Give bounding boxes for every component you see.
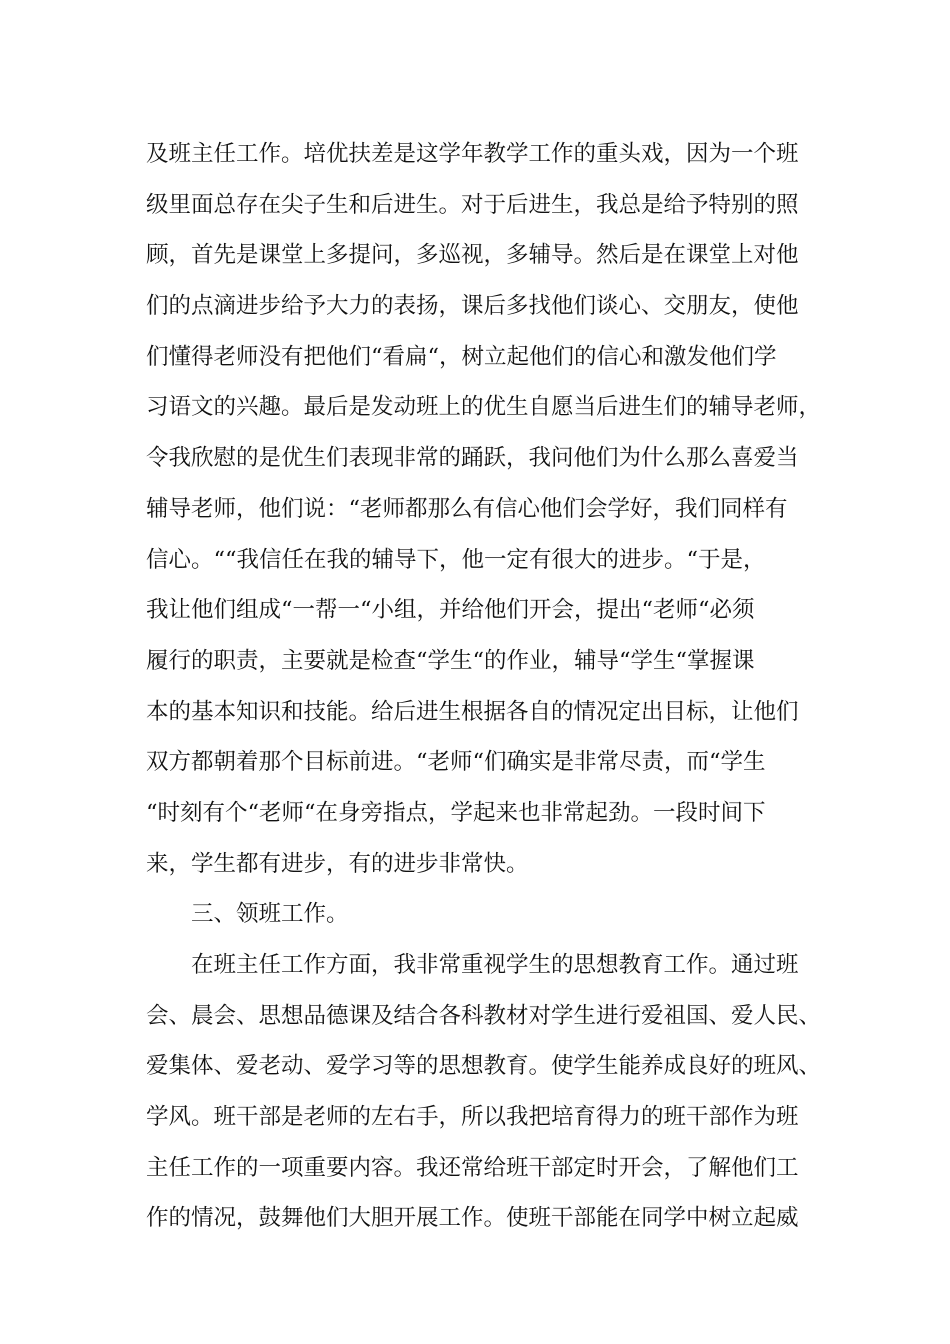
- paragraph-1: [146, 129, 826, 889]
- text-line: “时刻有个“老师“在身旁指点，学起来也非常起劲。一段时间下: [146, 799, 766, 826]
- text-line: 们的点滴进步给予大力的表扬，课后多找他们谈心、交朋友，使他: [146, 293, 799, 320]
- text-line: 本的基本知识和技能。给后进生根据各自的情况定出目标，让他们: [146, 698, 799, 725]
- text-line: 辅导老师，他们说：“老师都那么有信心他们会学好，我们同样有: [146, 495, 788, 522]
- section-heading: [146, 889, 826, 940]
- section-heading-text: 三、领班工作。: [191, 901, 349, 928]
- text-line: 履行的职责，主要就是检查“学生“的作业，辅导“学生“掌握课: [146, 647, 755, 674]
- text-line: 会、晨会、思想品德课及结合各科教材对学生进行爱祖国、爱人民、: [146, 1002, 822, 1029]
- text-line: 在班主任工作方面，我非常重视学生的思想教育工作。通过班: [191, 952, 799, 978]
- text-line: 级里面总存在尖子生和后进生。对于后进生，我总是给予特别的照: [146, 191, 799, 218]
- text-line: 顾，首先是课堂上多提问，多巡视，多辅导。然后是在课堂上对他: [146, 242, 799, 269]
- text-line: 作的情况，鼓舞他们大胆开展工作。使班干部能在同学中树立起威: [146, 1205, 799, 1232]
- text-line: 我让他们组成“一帮一“小组，并给他们开会，提出“老师“必须: [146, 597, 755, 624]
- text-line: 主任工作的一项重要内容。我还常给班干部定时开会，了解他们工: [146, 1154, 799, 1181]
- text-line: 学风。班干部是老师的左右手，所以我把培育得力的班干部作为班: [146, 1104, 799, 1131]
- document-body: [146, 129, 826, 1244]
- text-line: 来，学生都有进步，有的进步非常快。: [146, 850, 529, 877]
- text-line: 习语文的兴趣。最后是发动班上的优生自愿当后进生们的辅导老师，: [146, 394, 822, 421]
- text-line: 及班主任工作。培优扶差是这学年教学工作的重头戏，因为一个班: [146, 141, 799, 167]
- text-line: 双方都朝着那个目标前进。“老师“们确实是非常尽责，而“学生: [146, 749, 766, 776]
- text-line: 信心。““我信任在我的辅导下，他一定有很大的进步。“于是，: [146, 546, 766, 573]
- text-line: 令我欣慰的是优生们表现非常的踊跃，我问他们为什么那么喜爱当: [146, 445, 799, 472]
- text-line: 爱集体、爱老动、爱学习等的思想教育。使学生能养成良好的班风、: [146, 1053, 822, 1080]
- paragraph-2: [146, 940, 826, 1244]
- text-line: 们懂得老师没有把他们“看扁“，树立起他们的信心和激发他们学: [146, 343, 777, 370]
